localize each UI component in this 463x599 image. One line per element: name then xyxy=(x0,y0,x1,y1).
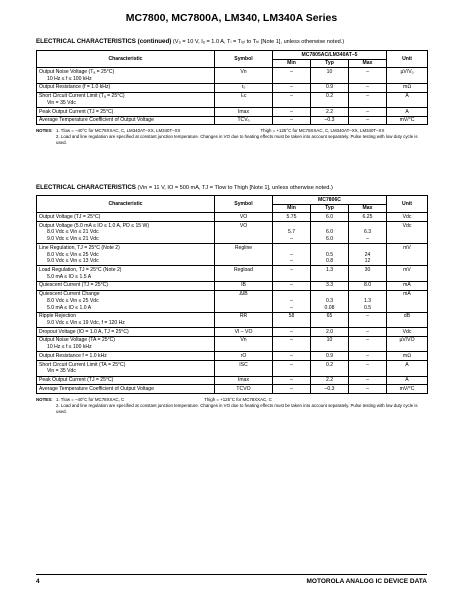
max-cell: 24 12 xyxy=(349,244,387,266)
characteristic-label: Output Voltage (5.0 mA ≤ IO ≤ 1.0 A, PD ≤ 15 W) xyxy=(39,222,150,229)
typ-cell: –0.3 xyxy=(311,116,349,125)
max-cell: – xyxy=(349,68,387,83)
typ-cell: 2.2 xyxy=(311,376,349,385)
footer-publication: MOTOROLA ANALOG IC DEVICE DATA xyxy=(306,578,427,585)
symbol-cell: IB xyxy=(215,281,273,290)
characteristic-cell xyxy=(37,222,215,244)
table-row xyxy=(37,266,428,281)
characteristic-cell xyxy=(37,328,215,337)
min-cell: – xyxy=(273,116,311,125)
symbol-cell: VI – VO xyxy=(215,328,273,337)
symbol-cell: Imax xyxy=(215,376,273,385)
symbol-cell: Regload xyxy=(215,266,273,281)
symbol-cell: Regline xyxy=(215,244,273,266)
condition-label: 5.0 mA ≤ IO ≤ 1.0 A xyxy=(47,304,92,311)
symbol-cell: Imax xyxy=(215,108,273,117)
characteristic-cell xyxy=(37,108,215,117)
characteristic-label: Short Circuit Current Limit (TA = 25°C) xyxy=(39,361,126,368)
min-cell: – – xyxy=(273,290,311,312)
unit-cell: µV/Vₒ xyxy=(387,68,428,83)
max-cell: – xyxy=(349,328,387,337)
unit-cell: A xyxy=(387,361,428,376)
table-row xyxy=(37,352,428,361)
characteristic-label: Short Circuit Current Limit (Tₐ = 25°C) xyxy=(39,93,125,100)
table-row xyxy=(37,83,428,92)
characteristic-label: Dropout Voltage (IO = 1.0 A, TJ = 25°C) xyxy=(39,328,129,335)
characteristic-cell xyxy=(37,385,215,394)
note-2: 2. Load and line regulation are specified at constant junction temperature. Changes in VO due to heating effects must be taken into account separately. Pulse testing with low duty cycle is used. xyxy=(56,402,418,414)
max-cell: – xyxy=(349,116,387,125)
characteristic-label: Average Temperature Coefficient of Output Voltage xyxy=(39,385,154,392)
symbol-cell: VO xyxy=(215,213,273,222)
min-cell: 5.75 xyxy=(273,213,311,222)
symbol-cell: ΔIB xyxy=(215,290,273,312)
table-row xyxy=(37,328,428,337)
page-title: MC7800, MC7800A, LM340, LM340A Series xyxy=(125,12,338,24)
note-1-thigh: Thigh = +125°C for MC78XXAC, C xyxy=(204,397,272,402)
symbol-cell: ISC xyxy=(215,361,273,376)
max-cell: – xyxy=(349,83,387,92)
condition-label: 9.0 Vdc ≤ Vin ≤ 13 Vdc xyxy=(47,258,99,265)
unit-cell: mA xyxy=(387,290,428,312)
col-header-symbol: Symbol xyxy=(215,196,273,213)
notes-label: NOTES: xyxy=(36,397,53,402)
table2-notes xyxy=(36,397,427,415)
unit-cell: mΩ xyxy=(387,83,428,92)
characteristic-cell xyxy=(37,116,215,125)
table2-title-conditions: (Vin = 11 V, IO = 500 mA, TJ = Tlow to Thigh [Note 1], unless otherwise noted.) xyxy=(137,185,333,191)
characteristic-cell xyxy=(37,92,215,107)
min-cell: – xyxy=(273,361,311,376)
condition-label: 9.0 Vdc ≤ Vin ≤ 21 Vdc xyxy=(47,236,99,243)
min-cell: – xyxy=(273,328,311,337)
characteristic-cell xyxy=(37,361,215,376)
symbol-cell: RR xyxy=(215,312,273,327)
note-1-thigh: Thigh = +125°C for MC78XXAC, C, LM340AT–XX, LM340T–XX xyxy=(260,128,385,133)
col-header-characteristic: Characteristic xyxy=(37,196,215,213)
typ-cell: 2.2 xyxy=(311,108,349,117)
characteristic-cell xyxy=(37,266,215,281)
device-header: MC7805AC/LM340AT–5 xyxy=(273,51,387,60)
max-cell: 1.3 0.5 xyxy=(349,290,387,312)
col-header-symbol: Symbol xyxy=(215,51,273,68)
max-cell: – xyxy=(349,312,387,327)
unit-cell: A xyxy=(387,92,428,107)
symbol-cell: rO xyxy=(215,352,273,361)
max-cell: – xyxy=(349,108,387,117)
characteristic-cell xyxy=(37,213,215,222)
min-cell: – xyxy=(273,83,311,92)
table-row xyxy=(37,281,428,290)
min-cell: 5.7 – xyxy=(273,222,311,244)
condition-label: 9.0 Vdc ≤ Vin ≤ 19 Vdc, f = 120 Hz xyxy=(47,320,125,326)
table-row xyxy=(37,108,428,117)
typ-cell: 6.0 xyxy=(311,213,349,222)
col-header-max: Max xyxy=(349,204,387,213)
typ-cell: 0.5 0.8 xyxy=(311,244,349,266)
typ-cell: 1.3 xyxy=(311,266,349,281)
table2-title-bold: ELECTRICAL CHARACTERISTICS xyxy=(36,184,136,191)
typ-cell: 0.9 xyxy=(311,352,349,361)
min-cell: – xyxy=(273,68,311,83)
min-cell: – xyxy=(273,376,311,385)
table-row xyxy=(37,222,428,244)
condition-label: 8.0 Vdc ≤ Vin ≤ 25 Vdc xyxy=(47,297,99,304)
characteristic-label: Quiescent Current Change xyxy=(39,291,100,298)
table1-title xyxy=(36,38,344,45)
characteristic-cell xyxy=(37,312,215,327)
min-cell: 58 xyxy=(273,312,311,327)
notes-label: NOTES: xyxy=(36,128,53,133)
col-header-typ: Typ xyxy=(311,59,349,68)
characteristic-label: Output Noise Voltage (TA = 25°C) xyxy=(39,337,115,344)
typ-cell: –0.3 xyxy=(311,385,349,394)
characteristic-label: Output Voltage (TJ = 25°C) xyxy=(39,213,101,220)
symbol-cell: Vn xyxy=(215,336,273,351)
note-1: 1. Tlow = –40°C for MC78XXAC, C xyxy=(56,397,125,402)
unit-cell: µV/VO xyxy=(387,336,428,351)
unit-cell: A xyxy=(387,108,428,117)
characteristic-label: Quiescent Current (TJ = 25°C) xyxy=(39,282,108,289)
col-header-min: Min xyxy=(273,204,311,213)
condition-label: 10 Hz ≤ f ≤ 100 kHz xyxy=(47,344,92,351)
typ-cell: 0.3 0.08 xyxy=(311,290,349,312)
min-cell: – xyxy=(273,281,311,290)
typ-cell: 0.9 xyxy=(311,83,349,92)
col-header-typ: Typ xyxy=(311,204,349,213)
table1-title-bold: ELECTRICAL CHARACTERISTICS (continued) xyxy=(36,38,172,45)
table1 xyxy=(36,50,428,125)
col-header-unit: Unit xyxy=(387,51,428,68)
symbol-cell: TCVₒ xyxy=(215,116,273,125)
max-cell: – xyxy=(349,385,387,394)
characteristic-label: Ripple Rejection xyxy=(39,313,77,320)
table-row xyxy=(37,336,428,351)
max-cell: – xyxy=(349,92,387,107)
unit-cell: mV xyxy=(387,244,428,266)
table-row xyxy=(37,116,428,125)
typ-cell: 3.3 xyxy=(311,281,349,290)
unit-cell: mV xyxy=(387,266,428,281)
table-row xyxy=(37,312,428,327)
unit-cell: A xyxy=(387,376,428,385)
characteristic-cell xyxy=(37,336,215,351)
min-cell: – xyxy=(273,108,311,117)
characteristic-cell xyxy=(37,68,215,83)
symbol-cell: Iₛc xyxy=(215,92,273,107)
unit-cell: mV/°C xyxy=(387,116,428,125)
characteristic-cell xyxy=(37,244,215,266)
max-cell: – xyxy=(349,352,387,361)
typ-cell: 0.2 xyxy=(311,92,349,107)
typ-cell: 0.2 xyxy=(311,361,349,376)
note-2: 2. Load and line regulation are specified at constant junction temperature. Changes in VO due to heating effects must be taken into account separately. Pulse testing with low duty cycle is used. xyxy=(56,133,418,145)
characteristic-label: Peak Output Current (TJ = 25°C) xyxy=(39,377,114,384)
min-cell: – xyxy=(273,385,311,394)
unit-cell: mΩ xyxy=(387,352,428,361)
table1-notes xyxy=(36,128,427,146)
unit-cell: dB xyxy=(387,312,428,327)
characteristic-label: Output Resistance f = 1.0 kHz xyxy=(39,352,107,359)
symbol-cell: VO xyxy=(215,222,273,244)
col-header-unit: Unit xyxy=(387,196,428,213)
table-row xyxy=(37,244,428,266)
typ-cell: 10 xyxy=(311,68,349,83)
max-cell: 8.0 xyxy=(349,281,387,290)
max-cell: – xyxy=(349,361,387,376)
min-cell: – xyxy=(273,266,311,281)
footer-rule xyxy=(36,574,427,575)
condition-label: 5.0 mA ≤ IO ≤ 1.5 A xyxy=(47,273,92,280)
table-row xyxy=(37,385,428,394)
table-row xyxy=(37,213,428,222)
max-cell: – xyxy=(349,376,387,385)
col-header-min: Min xyxy=(273,59,311,68)
device-header: MC7806C xyxy=(273,196,387,205)
table-row xyxy=(37,376,428,385)
characteristic-cell xyxy=(37,290,215,312)
col-header-characteristic: Characteristic xyxy=(37,51,215,68)
min-cell: – xyxy=(273,352,311,361)
condition-label: 8.0 Vdc ≤ Vin ≤ 25 Vdc xyxy=(47,251,99,258)
characteristic-label: Output Resistance (f = 1.0 kHz) xyxy=(39,84,111,91)
table2-title xyxy=(36,184,333,191)
symbol-cell: Vn xyxy=(215,68,273,83)
characteristic-cell xyxy=(37,281,215,290)
typ-cell: 10 xyxy=(311,336,349,351)
max-cell: – xyxy=(349,336,387,351)
typ-cell: 6.0 6.0 xyxy=(311,222,349,244)
min-cell: – xyxy=(273,92,311,107)
table-row xyxy=(37,92,428,107)
table1-title-conditions: (V₃ = 10 V, Iₒ = 1.0 A, Tₗ = Tₗₒₗ to Tₕₗ [Note 1], unless otherwise noted.) xyxy=(172,39,345,45)
characteristic-label: Peak Output Current (TJ = 25°C) xyxy=(39,108,114,115)
condition-label: Vin = 35 Vdc xyxy=(47,368,76,375)
condition-label: 10 Hz ≤ f ≤ 100 kHz xyxy=(47,75,92,82)
symbol-cell: TCVO xyxy=(215,385,273,394)
max-cell: 30 xyxy=(349,266,387,281)
note-1: 1. Tlow = –40°C for MC78XXAC, C, LM340AT–XX, LM340T–XX xyxy=(56,128,181,133)
max-cell: 6.3 – xyxy=(349,222,387,244)
characteristic-label: Line Regulation, TJ = 25°C (Note 2) xyxy=(39,244,120,251)
unit-cell: mV/°C xyxy=(387,385,428,394)
characteristic-cell xyxy=(37,83,215,92)
max-cell: 6.25 xyxy=(349,213,387,222)
unit-cell: Vdc xyxy=(387,328,428,337)
characteristic-cell xyxy=(37,352,215,361)
page-number: 4 xyxy=(36,578,40,585)
unit-cell: mA xyxy=(387,281,428,290)
table-row xyxy=(37,68,428,83)
unit-cell: Vdc xyxy=(387,213,428,222)
table-row xyxy=(37,361,428,376)
typ-cell: 2.0 xyxy=(311,328,349,337)
table-row xyxy=(37,290,428,312)
table2 xyxy=(36,195,428,394)
min-cell: – – xyxy=(273,244,311,266)
characteristic-label: Average Temperature Coefficient of Output Voltage xyxy=(39,117,154,124)
condition-label: 8.0 Vdc ≤ Vin ≤ 21 Vdc xyxy=(47,229,99,236)
characteristic-cell xyxy=(37,376,215,385)
symbol-cell: rₒ xyxy=(215,83,273,92)
typ-cell: 65 xyxy=(311,312,349,327)
characteristic-label: Output Noise Voltage (Tₐ = 25°C) xyxy=(39,68,115,75)
unit-cell: Vdc xyxy=(387,222,428,244)
col-header-max: Max xyxy=(349,59,387,68)
characteristic-label: Load Regulation, TJ = 25°C (Note 2) xyxy=(39,266,122,273)
condition-label: Vin = 35 Vdc xyxy=(47,99,76,106)
min-cell: – xyxy=(273,336,311,351)
